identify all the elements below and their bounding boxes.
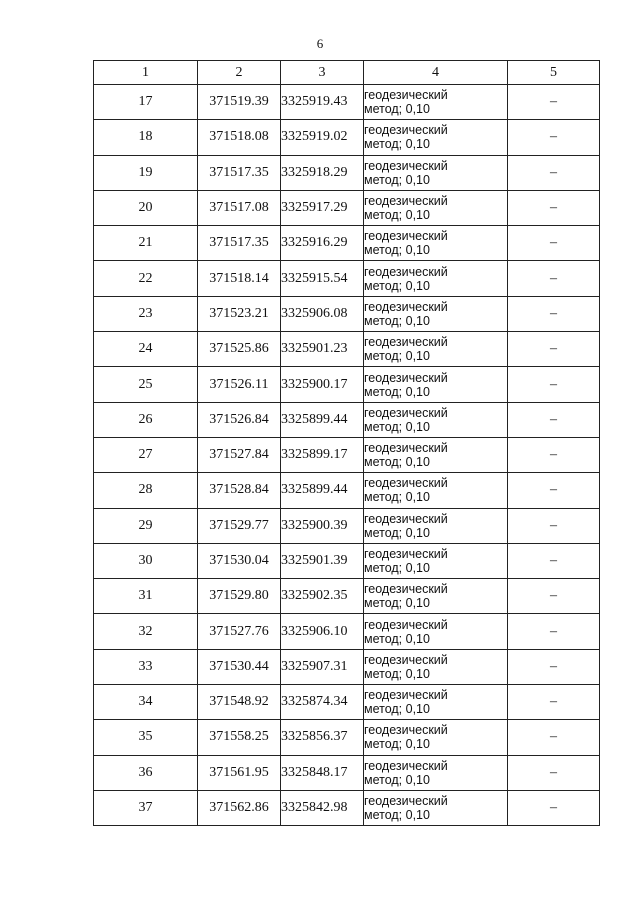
x-coordinate-cell: 371526.11 <box>198 367 281 402</box>
note-cell: – <box>508 543 600 578</box>
point-number-cell: 35 <box>94 720 198 755</box>
note-cell: – <box>508 402 600 437</box>
header-col-3: 3 <box>281 61 364 85</box>
accuracy-text: метод; 0,10 <box>364 349 430 364</box>
method-text: геодезический <box>364 758 448 773</box>
method-text: геодезический <box>364 194 448 209</box>
y-coordinate-cell: 3325874.34 <box>281 685 364 720</box>
x-coordinate-cell: 371518.14 <box>198 261 281 296</box>
x-coordinate-cell: 371530.04 <box>198 543 281 578</box>
header-col-4: 4 <box>364 61 508 85</box>
accuracy-text: метод; 0,10 <box>364 455 430 470</box>
table-header <box>94 61 600 85</box>
accuracy-text: метод; 0,10 <box>364 278 430 293</box>
accuracy-text: метод; 0,10 <box>364 808 430 823</box>
accuracy-text: метод; 0,10 <box>364 243 430 258</box>
method-text: геодезический <box>364 299 448 314</box>
y-coordinate-cell: 3325916.29 <box>281 226 364 261</box>
method-text: геодезический <box>364 652 448 667</box>
note-cell: – <box>508 332 600 367</box>
table-row <box>94 226 600 261</box>
method-accuracy-cell <box>364 190 508 225</box>
method-accuracy-cell <box>364 437 508 472</box>
accuracy-text: метод; 0,10 <box>364 419 430 434</box>
table-row <box>94 720 600 755</box>
method-accuracy-cell <box>364 685 508 720</box>
y-coordinate-cell: 3325919.02 <box>281 120 364 155</box>
method-text: геодезический <box>364 335 448 350</box>
coordinates-table <box>93 60 600 826</box>
method-accuracy-cell <box>364 120 508 155</box>
method-text: геодезический <box>364 88 448 103</box>
method-text: геодезический <box>364 794 448 809</box>
method-text: геодезический <box>364 229 448 244</box>
y-coordinate-cell: 3325918.29 <box>281 155 364 190</box>
method-accuracy-cell <box>364 261 508 296</box>
y-coordinate-cell: 3325900.17 <box>281 367 364 402</box>
method-text: геодезический <box>364 582 448 597</box>
x-coordinate-cell: 371529.77 <box>198 508 281 543</box>
note-cell: – <box>508 579 600 614</box>
x-coordinate-cell: 371562.86 <box>198 790 281 825</box>
point-number-cell: 28 <box>94 473 198 508</box>
header-col-5: 5 <box>508 61 600 85</box>
note-cell: – <box>508 790 600 825</box>
method-accuracy-cell <box>364 332 508 367</box>
accuracy-text: метод; 0,10 <box>364 666 430 681</box>
accuracy-text: метод; 0,10 <box>364 702 430 717</box>
method-accuracy-cell <box>364 614 508 649</box>
note-cell: – <box>508 155 600 190</box>
method-text: геодезический <box>364 723 448 738</box>
point-number-cell: 29 <box>94 508 198 543</box>
accuracy-text: метод; 0,10 <box>364 137 430 152</box>
table-row <box>94 437 600 472</box>
note-cell: – <box>508 226 600 261</box>
point-number-cell: 31 <box>94 579 198 614</box>
y-coordinate-cell: 3325842.98 <box>281 790 364 825</box>
y-coordinate-cell: 3325906.08 <box>281 296 364 331</box>
accuracy-text: метод; 0,10 <box>364 596 430 611</box>
table-row <box>94 614 600 649</box>
table-row <box>94 755 600 790</box>
y-coordinate-cell: 3325900.39 <box>281 508 364 543</box>
accuracy-text: метод; 0,10 <box>364 561 430 575</box>
x-coordinate-cell: 371527.84 <box>198 437 281 472</box>
note-cell: – <box>508 473 600 508</box>
header-row <box>94 61 600 85</box>
y-coordinate-cell: 3325901.23 <box>281 332 364 367</box>
x-coordinate-cell: 371517.35 <box>198 155 281 190</box>
method-accuracy-cell <box>364 755 508 790</box>
point-number-cell: 36 <box>94 755 198 790</box>
x-coordinate-cell: 371530.44 <box>198 649 281 684</box>
note-cell: – <box>508 437 600 472</box>
method-text: геодезический <box>364 617 448 632</box>
method-text: геодезический <box>364 158 448 173</box>
method-text: геодезический <box>364 688 448 703</box>
note-cell: – <box>508 649 600 684</box>
note-cell: – <box>508 190 600 225</box>
y-coordinate-cell: 3325899.44 <box>281 473 364 508</box>
method-accuracy-cell <box>364 720 508 755</box>
note-cell: – <box>508 120 600 155</box>
point-number-cell: 26 <box>94 402 198 437</box>
y-coordinate-cell: 3325902.35 <box>281 579 364 614</box>
accuracy-text: метод; 0,10 <box>364 102 430 117</box>
note-cell: – <box>508 685 600 720</box>
accuracy-text: метод; 0,10 <box>364 490 430 505</box>
point-number-cell: 30 <box>94 543 198 578</box>
table-body <box>94 85 600 826</box>
accuracy-text: метод; 0,10 <box>364 631 430 646</box>
y-coordinate-cell: 3325899.44 <box>281 402 364 437</box>
method-text: геодезический <box>364 547 448 561</box>
x-coordinate-cell: 371525.86 <box>198 332 281 367</box>
point-number-cell: 25 <box>94 367 198 402</box>
point-number-cell: 37 <box>94 790 198 825</box>
note-cell: – <box>508 755 600 790</box>
x-coordinate-cell: 371527.76 <box>198 614 281 649</box>
method-text: геодезический <box>364 405 448 420</box>
y-coordinate-cell: 3325917.29 <box>281 190 364 225</box>
method-accuracy-cell <box>364 649 508 684</box>
table-row <box>94 543 600 578</box>
point-number-cell: 21 <box>94 226 198 261</box>
method-text: геодезический <box>364 264 448 279</box>
note-cell: – <box>508 367 600 402</box>
y-coordinate-cell: 3325901.39 <box>281 543 364 578</box>
y-coordinate-cell: 3325907.31 <box>281 649 364 684</box>
note-cell: – <box>508 720 600 755</box>
x-coordinate-cell: 371529.80 <box>198 579 281 614</box>
method-accuracy-cell <box>364 508 508 543</box>
accuracy-text: метод; 0,10 <box>364 208 430 223</box>
y-coordinate-cell: 3325906.10 <box>281 614 364 649</box>
table-row <box>94 367 600 402</box>
table-row <box>94 402 600 437</box>
y-coordinate-cell: 3325899.17 <box>281 437 364 472</box>
y-coordinate-cell: 3325848.17 <box>281 755 364 790</box>
x-coordinate-cell: 371517.35 <box>198 226 281 261</box>
point-number-cell: 19 <box>94 155 198 190</box>
point-number-cell: 27 <box>94 437 198 472</box>
method-text: геодезический <box>364 123 448 138</box>
point-number-cell: 22 <box>94 261 198 296</box>
accuracy-text: метод; 0,10 <box>364 737 430 752</box>
x-coordinate-cell: 371518.08 <box>198 120 281 155</box>
table-row <box>94 508 600 543</box>
point-number-cell: 20 <box>94 190 198 225</box>
table-row <box>94 685 600 720</box>
x-coordinate-cell: 371517.08 <box>198 190 281 225</box>
page-number: 6 <box>316 36 324 51</box>
point-number-cell: 32 <box>94 614 198 649</box>
y-coordinate-cell: 3325919.43 <box>281 85 364 120</box>
table-row <box>94 261 600 296</box>
table-row <box>94 85 600 120</box>
table-row <box>94 579 600 614</box>
accuracy-text: метод; 0,10 <box>364 772 430 787</box>
y-coordinate-cell: 3325915.54 <box>281 261 364 296</box>
table-row <box>94 190 600 225</box>
point-number-cell: 33 <box>94 649 198 684</box>
point-number-cell: 18 <box>94 120 198 155</box>
point-number-cell: 17 <box>94 85 198 120</box>
table-row <box>94 790 600 825</box>
accuracy-text: метод; 0,10 <box>364 525 430 540</box>
method-accuracy-cell <box>364 543 508 578</box>
method-text: геодезический <box>364 370 448 385</box>
note-cell: – <box>508 261 600 296</box>
accuracy-text: метод; 0,10 <box>364 172 430 187</box>
point-number-cell: 34 <box>94 685 198 720</box>
method-text: геодезический <box>364 441 448 456</box>
x-coordinate-cell: 371528.84 <box>198 473 281 508</box>
method-text: геодезический <box>364 511 448 526</box>
method-accuracy-cell <box>364 85 508 120</box>
method-accuracy-cell <box>364 790 508 825</box>
header-col-2: 2 <box>198 61 281 85</box>
note-cell: – <box>508 296 600 331</box>
table-row <box>94 649 600 684</box>
method-accuracy-cell <box>364 579 508 614</box>
header-col-1: 1 <box>94 61 198 85</box>
x-coordinate-cell: 371558.25 <box>198 720 281 755</box>
method-accuracy-cell <box>364 402 508 437</box>
x-coordinate-cell: 371548.92 <box>198 685 281 720</box>
point-number-cell: 23 <box>94 296 198 331</box>
method-accuracy-cell <box>364 226 508 261</box>
y-coordinate-cell: 3325856.37 <box>281 720 364 755</box>
table-row <box>94 473 600 508</box>
method-accuracy-cell <box>364 155 508 190</box>
x-coordinate-cell: 371523.21 <box>198 296 281 331</box>
table-row <box>94 155 600 190</box>
accuracy-text: метод; 0,10 <box>364 313 430 328</box>
method-accuracy-cell <box>364 367 508 402</box>
point-number-cell: 24 <box>94 332 198 367</box>
note-cell: – <box>508 614 600 649</box>
note-cell: – <box>508 508 600 543</box>
table-row <box>94 296 600 331</box>
method-text: геодезический <box>364 476 448 491</box>
table-row <box>94 120 600 155</box>
x-coordinate-cell: 371561.95 <box>198 755 281 790</box>
method-accuracy-cell <box>364 473 508 508</box>
x-coordinate-cell: 371519.39 <box>198 85 281 120</box>
method-accuracy-cell <box>364 296 508 331</box>
note-cell: – <box>508 85 600 120</box>
x-coordinate-cell: 371526.84 <box>198 402 281 437</box>
accuracy-text: метод; 0,10 <box>364 384 430 399</box>
table-row <box>94 332 600 367</box>
